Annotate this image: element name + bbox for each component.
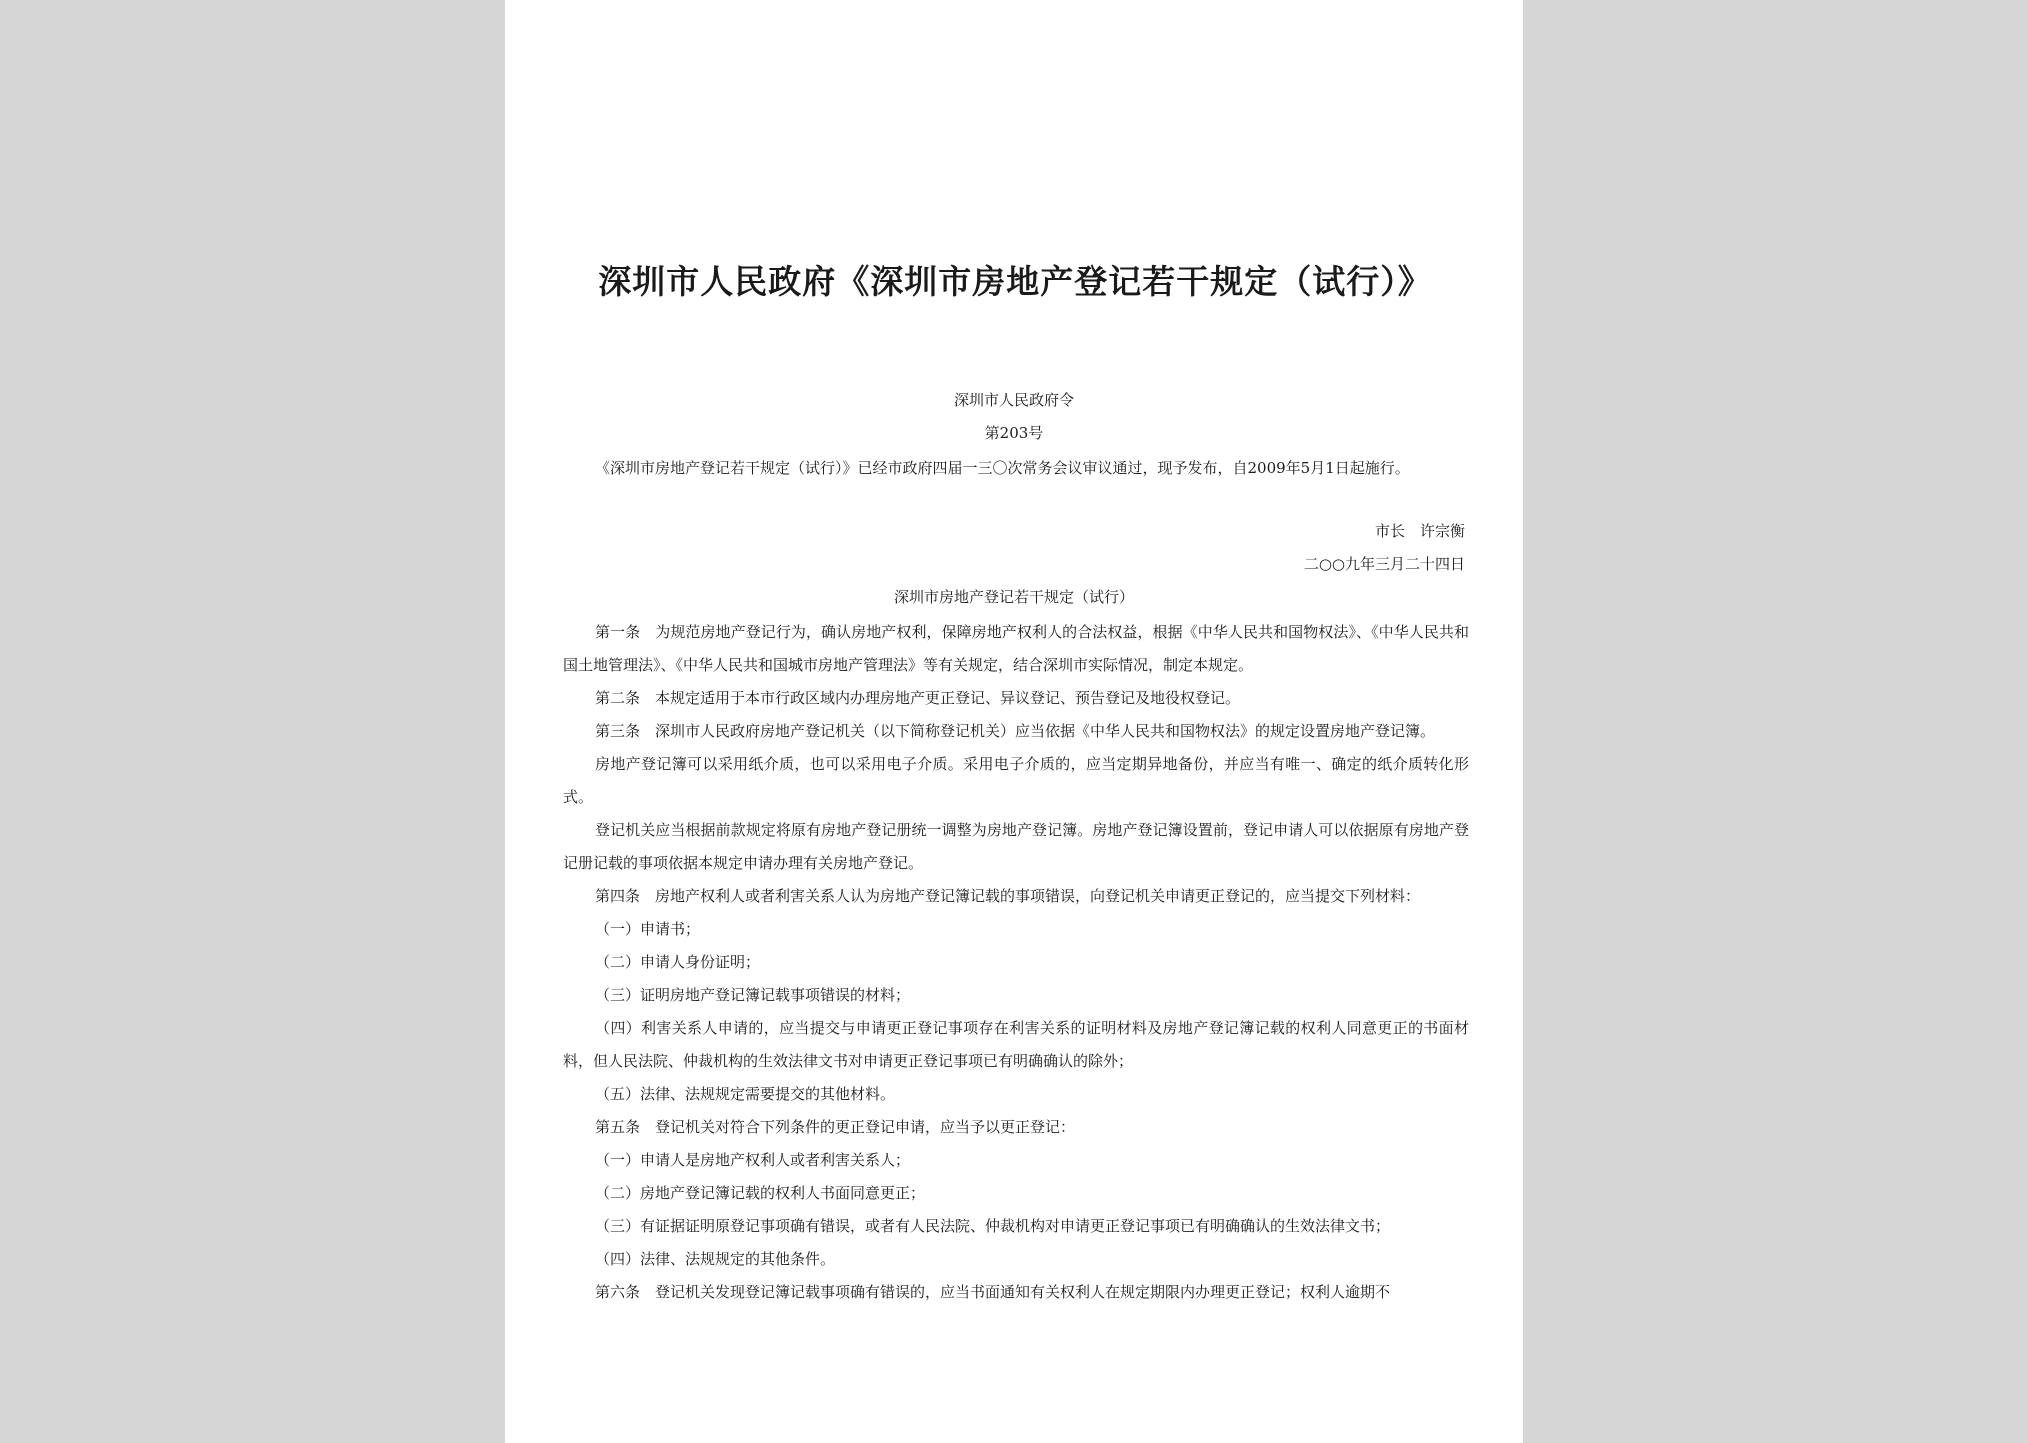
article-paragraph: （一）申请人是房地产权利人或者利害关系人； [595, 1151, 911, 1169]
article-paragraph: （三）有证据证明原登记事项确有错误，或者有人民法院、仲裁机构对申请更正登记事项已有明确确认的生效法律文书； [595, 1217, 1391, 1235]
article-paragraph: 房地产登记簿可以采用纸介质，也可以采用电子介质。采用电子介质的，应当定期异地备份，并应当有唯一、确定的纸介质转化形式。 [563, 755, 1469, 806]
article-paragraph: （二）房地产登记簿记载的权利人书面同意更正； [595, 1184, 926, 1202]
decree-number: 第203号 [984, 424, 1044, 442]
article-paragraph: 第二条 本规定适用于本市行政区域内办理房地产更正登记、异议登记、预告登记及地役权登记。 [595, 689, 1241, 707]
article-paragraph: （三）证明房地产登记簿记载事项错误的材料； [595, 986, 911, 1004]
article-paragraph: 登记机关应当根据前款规定将原有房地产登记册统一调整为房地产登记簿。房地产登记簿设置前，登记申请人可以依据原有房地产登记册记载的事项依据本规定申请办理有关房地产登记。 [563, 821, 1469, 872]
promulgation-paragraph [563, 452, 1469, 485]
article-paragraph: （五）法律、法规规定需要提交的其他材料。 [595, 1085, 896, 1103]
article-paragraph: 第六条 登记机关发现登记簿记载事项确有错误的，应当书面通知有关权利人在规定期限内办理更正登记；权利人逾期不 [595, 1283, 1391, 1301]
article-paragraph: （四）利害关系人申请的，应当提交与申请更正登记事项存在利害关系的证明材料及房地产登记簿记载的权利人同意更正的书面材料，但人民法院、仲裁机构的生效法律文书对申请更正登记事项已有明确确认的除外； [563, 1019, 1469, 1070]
promulgation-text: 《深圳市房地产登记若干规定（试行）》已经市政府四届一三〇次常务会议审议通过，现予发布，自2009年5月1日起施行。 [595, 459, 1410, 477]
article-paragraph: 第三条 深圳市人民政府房地产登记机关（以下简称登记机关）应当依据《中华人民共和国物权法》的规定设置房地产登记簿。 [595, 722, 1436, 740]
sign-date: 二○○九年三月二十四日 [1303, 555, 1465, 573]
article-paragraph: （二）申请人身份证明； [595, 953, 761, 971]
article-paragraph: 第五条 登记机关对符合下列条件的更正登记申请，应当予以更正登记： [595, 1118, 1076, 1136]
article-paragraph: （一）申请书； [595, 920, 701, 938]
document-title: 深圳市人民政府《深圳市房地产登记若干规定（试行）》 [598, 262, 1432, 301]
article-paragraph: （四）法律、法规规定的其他条件。 [595, 1250, 836, 1268]
decree-issuer: 深圳市人民政府令 [953, 391, 1074, 409]
article-paragraph: 第一条 为规范房地产登记行为，确认房地产权利，保障房地产权利人的合法权益，根据《中华人民共和国物权法》、《中华人民共和国土地管理法》、《中华人民共和国城市房地产管理法》等有关规定，结合深圳市实际情况，制定本规定。 [563, 623, 1469, 674]
article-list [563, 616, 1469, 1309]
regulation-title: 深圳市房地产登记若干规定（试行） [893, 588, 1134, 606]
article-paragraph: 第四条 房地产权利人或者利害关系人认为房地产登记簿记载的事项错误，向登记机关申请更正登记的，应当提交下列材料： [595, 887, 1421, 905]
signatory: 市长 许宗衡 [1374, 522, 1465, 540]
document-page [505, 0, 1523, 1443]
